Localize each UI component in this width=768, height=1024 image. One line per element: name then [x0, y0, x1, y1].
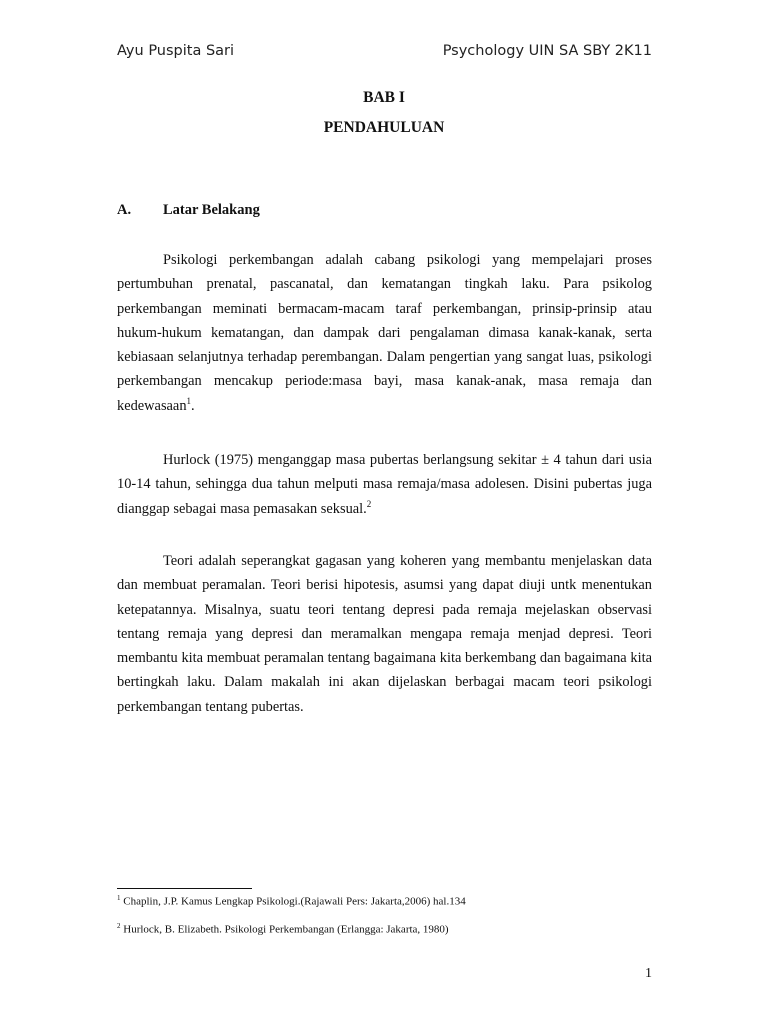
- paragraph-1: [117, 248, 652, 418]
- paragraph-3: [117, 549, 652, 719]
- footnote-1-text: Chaplin, J.P. Kamus Lengkap Psikologi.(Rajawali Pers: Jakarta,2006) hal.134: [123, 895, 466, 908]
- page-header: [117, 43, 652, 59]
- page-number: 1: [645, 966, 652, 981]
- footnote-2: [117, 922, 449, 936]
- footnote-divider: [117, 888, 252, 889]
- footnote-2-mark: 2: [117, 922, 121, 930]
- chapter-number: BAB I: [363, 89, 405, 106]
- section-title: Latar Belakang: [163, 202, 260, 218]
- chapter-heading: [0, 88, 768, 148]
- header-course: Psychology UIN SA SBY 2K11: [442, 43, 652, 59]
- header-author: Ayu Puspita Sari: [117, 43, 235, 59]
- paragraph-2-text: Hurlock (1975) menganggap masa pubertas berlangsung sekitar ± 4 tahun dari usia 10-14 tahun, sehingga dua tahun melputi masa remaja/masa adolesen. Disini pubertas juga dianggap sebagai masa pemasakan seksual.: [117, 452, 652, 517]
- footnote-ref-2[interactable]: 2: [366, 498, 372, 509]
- paragraph-1-text: Psikologi perkembangan adalah cabang psikologi yang mempelajari proses pertumbuhan prenatal, pascanatal, dan kematangan tingkah laku. Para psikolog perkembangan meminati bermacam-macam taraf perkembangan, prinsip-prinsip atau hukum-hukum kematangan, dan dampak dari pengalaman dimasa kanak-kanak, serta kebiasaan selanjutnya terhadap perembangan. Dalam pengertian yang sangat luas, psikologi perkembangan mencakup periode:masa bayi, masa kanak-anak, masa remaja dan kedewasaan: [117, 252, 652, 414]
- section-heading: [117, 202, 260, 219]
- chapter-title: PENDAHULUAN: [323, 119, 445, 136]
- footnote-2-text: Hurlock, B. Elizabeth. Psikologi Perkembangan (Erlangga: Jakarta, 1980): [123, 923, 449, 936]
- paragraph-3-text: Teori adalah seperangkat gagasan yang koheren yang membantu menjelaskan data dan membuat peramalan. Teori berisi hipotesis, asumsi yang dapat diuji untk menentukan ketepatannya. Misalnya, suatu teori tentang depresi pada remaja mejelaskan observasi tentang remaja yang depresi dan meramalkan mengapa remaja menjad depresi. Teori membantu kita membuat peramalan tentang bagaimana kita berkembang dan bagaimana kita bertingkah laku. Dalam makalah ini akan dijelaskan berbagai macam teori psikologi perkembangan tentang pubertas.: [117, 553, 652, 715]
- footnote-ref-1[interactable]: 1: [186, 395, 192, 406]
- paragraph-1-tail: .: [191, 397, 195, 414]
- footnote-1: [117, 894, 466, 908]
- paragraph-2: [117, 448, 652, 521]
- footnote-1-mark: 1: [117, 894, 121, 902]
- section-letter: A.: [117, 202, 132, 218]
